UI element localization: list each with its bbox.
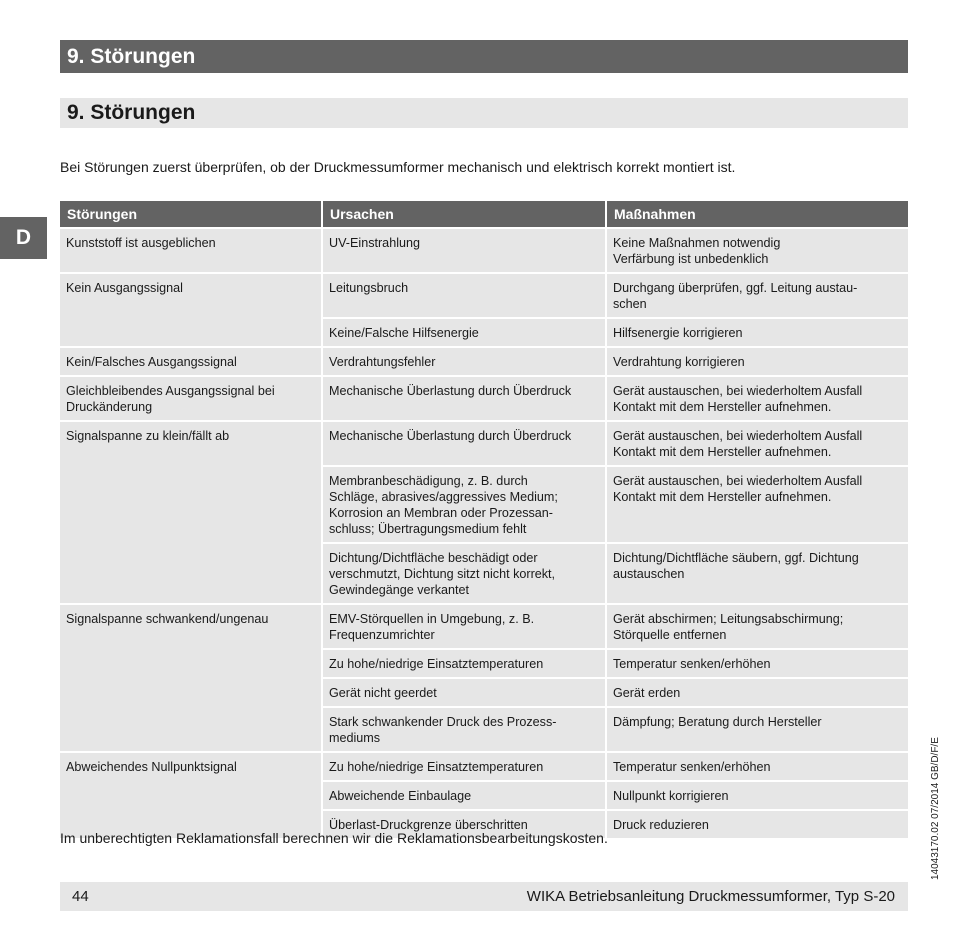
- action-cell: Gerät austauschen, bei wiederholtem Ausfall Kontakt mit dem Hersteller aufnehmen.: [605, 420, 908, 465]
- fault-cell: Kein Ausgangssignal: [60, 272, 321, 346]
- table-row: [60, 227, 908, 272]
- fault-cell: Signalspanne zu klein/fällt ab: [60, 420, 321, 603]
- action-cell: Verdrahtung korrigieren: [605, 346, 908, 375]
- action-cell: Gerät erden: [605, 677, 908, 706]
- fault-cell: Gleichbleibendes Ausgangssignal bei Druckänderung: [60, 375, 321, 420]
- action-cell: Nullpunkt korrigieren: [605, 780, 908, 809]
- document-code: 14043170.02 07/2014 GB/D/F/E: [930, 737, 941, 880]
- table-row: [60, 346, 908, 375]
- cause-cell: EMV-Störquellen in Umgebung, z. B. Frequenzumrichter: [321, 603, 605, 648]
- action-cell: Hilfsenergie korrigieren: [605, 317, 908, 346]
- action-cell: Dichtung/Dichtfläche säubern, ggf. Dichtung austauschen: [605, 542, 908, 603]
- table-header-row: [60, 201, 908, 227]
- intro-text: Bei Störungen zuerst überprüfen, ob der Druckmessumformer mechanisch und elektrisch korrekt montiert ist.: [60, 159, 736, 175]
- fault-table: [60, 201, 908, 838]
- fault-cell: Kein/Falsches Ausgangssignal: [60, 346, 321, 375]
- cause-cell: Abweichende Einbaulage: [321, 780, 605, 809]
- action-cell: Gerät austauschen, bei wiederholtem Ausfall Kontakt mit dem Hersteller aufnehmen.: [605, 375, 908, 420]
- cause-cell: Keine/Falsche Hilfsenergie: [321, 317, 605, 346]
- page-footer: [60, 882, 908, 911]
- table-row: [60, 272, 908, 317]
- table-row: [60, 375, 908, 420]
- fault-cell: Signalspanne schwankend/ungenau: [60, 603, 321, 751]
- cause-cell: Überlast-Druckgrenze überschritten: [321, 809, 605, 838]
- action-cell: Gerät abschirmen; Leitungsabschirmung; Störquelle entfernen: [605, 603, 908, 648]
- language-tab: D: [0, 217, 47, 259]
- section-title-bar: 9. Störungen: [60, 98, 908, 128]
- cause-cell: Zu hohe/niedrige Einsatztemperaturen: [321, 751, 605, 780]
- closing-text: Im unberechtigten Reklamationsfall berechnen wir die Reklamationsbearbeitungskosten.: [60, 830, 608, 846]
- cause-cell: Mechanische Überlastung durch Überdruck: [321, 375, 605, 420]
- action-cell: Temperatur senken/erhöhen: [605, 751, 908, 780]
- cause-cell: UV-Einstrahlung: [321, 227, 605, 272]
- table-row: [60, 603, 908, 648]
- chapter-title-bar: 9. Störungen: [60, 40, 908, 73]
- cause-cell: Membranbeschädigung, z. B. durch Schläge, abrasives/aggressives Medium; Korrosion an Membran oder Prozessan- schluss; Übertragungsmedium fehlt: [321, 465, 605, 542]
- action-cell: Temperatur senken/erhöhen: [605, 648, 908, 677]
- table-body: [60, 227, 908, 838]
- footer-doc-title: WIKA Betriebsanleitung Druckmessumformer, Typ S-20: [526, 888, 895, 905]
- table-row: [60, 751, 908, 780]
- header-actions: Maßnahmen: [605, 201, 908, 227]
- header-faults: Störungen: [60, 201, 321, 227]
- table-row: [60, 420, 908, 465]
- page-number: 44: [72, 888, 89, 905]
- cause-cell: Gerät nicht geerdet: [321, 677, 605, 706]
- cause-cell: Verdrahtungsfehler: [321, 346, 605, 375]
- action-cell: Keine Maßnahmen notwendig Verfärbung ist unbedenklich: [605, 227, 908, 272]
- cause-cell: Mechanische Überlastung durch Überdruck: [321, 420, 605, 465]
- fault-cell: Kunststoff ist ausgeblichen: [60, 227, 321, 272]
- cause-cell: Dichtung/Dichtfläche beschädigt oder verschmutzt, Dichtung sitzt nicht korrekt, Gewindegänge verkantet: [321, 542, 605, 603]
- cause-cell: Leitungsbruch: [321, 272, 605, 317]
- action-cell: Durchgang überprüfen, ggf. Leitung austau- schen: [605, 272, 908, 317]
- header-causes: Ursachen: [321, 201, 605, 227]
- cause-cell: Stark schwankender Druck des Prozess- mediums: [321, 706, 605, 751]
- action-cell: Gerät austauschen, bei wiederholtem Ausfall Kontakt mit dem Hersteller aufnehmen.: [605, 465, 908, 542]
- cause-cell: Zu hohe/niedrige Einsatztemperaturen: [321, 648, 605, 677]
- fault-cell: Abweichendes Nullpunktsignal: [60, 751, 321, 838]
- action-cell: Druck reduzieren: [605, 809, 908, 838]
- action-cell: Dämpfung; Beratung durch Hersteller: [605, 706, 908, 751]
